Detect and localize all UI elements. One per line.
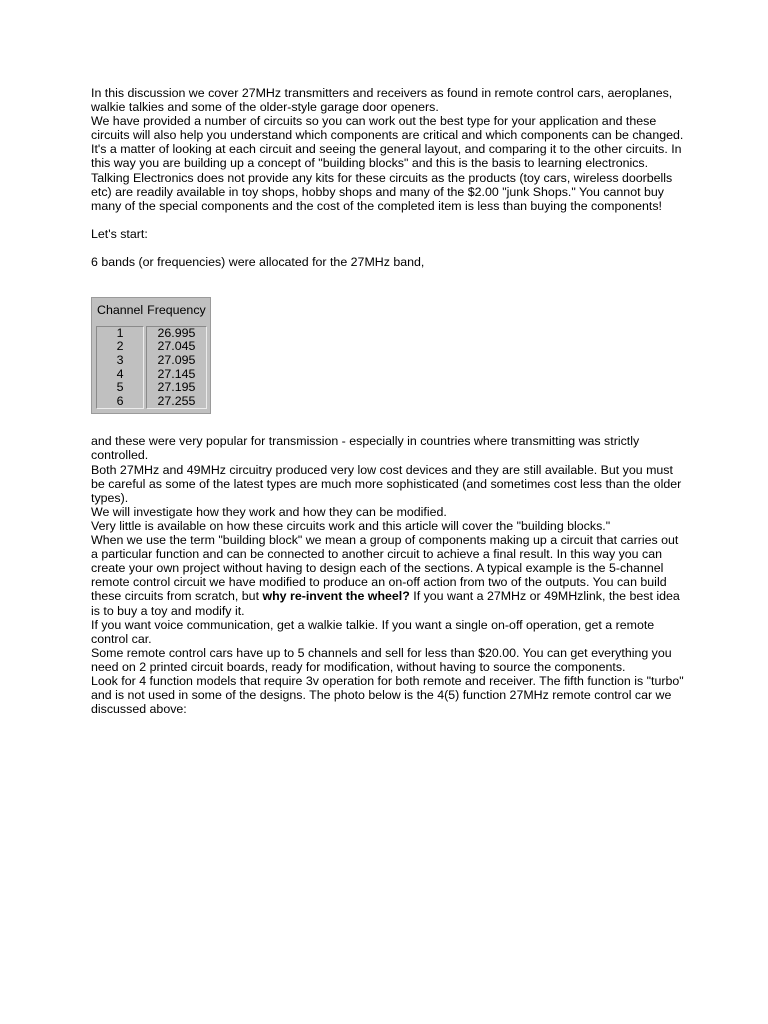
body-paragraph-8: Look for 4 function models that require 3v operation for both remote and receiver. The fifth function is "turbo" and is not used in some of the designs. The photo below is the 4(5) function 27MHz remote control car we discussed above:	[91, 673, 684, 717]
body-paragraph-5	[91, 533, 687, 618]
intro-paragraph-3: It's a matter of looking at each circuit and seeing the general layout, and comparing it to the other circuits. In this way you are building up a concept of "building blocks" and this is the basis to learning electronics.	[91, 142, 682, 171]
channel-column	[96, 326, 144, 410]
body-paragraph-1: and these were very popular for transmission - especially in countries where transmitting was strictly controlled.	[91, 434, 640, 463]
frequency-cell: 27.195	[157, 380, 196, 395]
channel-cell: 5	[116, 380, 124, 395]
body-paragraph-6: If you want voice communication, get a walkie talkie. If you want a single on-off operation, get a remote control car.	[91, 617, 655, 646]
body-paragraph-2: Both 27MHz and 49MHz circuitry produced very low cost devices and they are still available. But you must be careful as some of the latest types are much more sophisticated (and sometimes cost less than the older types).	[91, 462, 682, 505]
frequency-table	[94, 300, 209, 411]
channel-cell: 1	[116, 325, 124, 340]
channel-cell: 4	[116, 366, 124, 381]
frequency-cell: 27.145	[157, 366, 196, 381]
intro-paragraph-2: We have provided a number of circuits so you can work out the best type for your application and these circuits will also help you understand which components are critical and which components can be changed.	[91, 114, 684, 143]
channel-cell: 2	[116, 339, 124, 354]
frequency-table-frame	[91, 297, 211, 414]
frequency-cell: 27.095	[157, 353, 196, 367]
body-paragraph-5-start: When we use the term "building block" we mean a group of components making up a circuit that carries out a particular function and can be connected to another circuit to achieve a final result. In this way you can create your own project without having to design each of the sections. A typical example is the 5-channel remote control circuit we have modified to produce an on-off action from two of the outputs. You can build these circuits from scratch, but	[91, 533, 679, 604]
header-channel: Channel	[97, 303, 144, 318]
body-paragraph-5-end: If you want a 27MHz or 49MHzlink, the best idea is to buy a toy and modify it.	[91, 589, 680, 618]
frequency-cell: 27.045	[157, 339, 196, 354]
header-frequency: Frequency	[147, 303, 206, 318]
frequency-cell: 27.255	[157, 393, 196, 408]
reinvent-wheel-emphasis: why re-invent the wheel?	[262, 589, 410, 604]
channel-cell: 6	[116, 393, 124, 408]
body-paragraph-4: Very little is available on how these circuits work and this article will cover the "building blocks."	[91, 518, 611, 533]
bands-sentence: 6 bands (or frequencies) were allocated for the 27MHz band,	[91, 255, 425, 270]
intro-paragraph-4: Talking Electronics does not provide any kits for these circuits as the products (toy cars, wireless doorbells etc) are readily available in toy shops, hobby shops and many of the $2.00 "junk Shops." You cannot buy many of the special components and the cost of the completed item is less than buying the components!	[91, 170, 673, 213]
body-paragraph-3: We will investigate how they work and how they can be modified.	[91, 504, 447, 519]
document-page	[91, 86, 687, 716]
lets-start-text: Let's start:	[91, 226, 148, 241]
channel-cell: 3	[116, 353, 124, 367]
spacer	[91, 241, 687, 255]
frequency-column	[146, 326, 207, 410]
intro-paragraph-1: In this discussion we cover 27MHz transmitters and receivers as found in remote control cars, aeroplanes, walkie talkies and some of the older-style garage door openers.	[91, 86, 673, 115]
body-paragraph-7: Some remote control cars have up to 5 channels and sell for less than $20.00. You can get everything you need on 2 printed circuit boards, ready for modification, without having to source the components.	[91, 645, 672, 674]
spacer	[91, 213, 687, 227]
frequency-cell: 26.995	[157, 325, 196, 340]
